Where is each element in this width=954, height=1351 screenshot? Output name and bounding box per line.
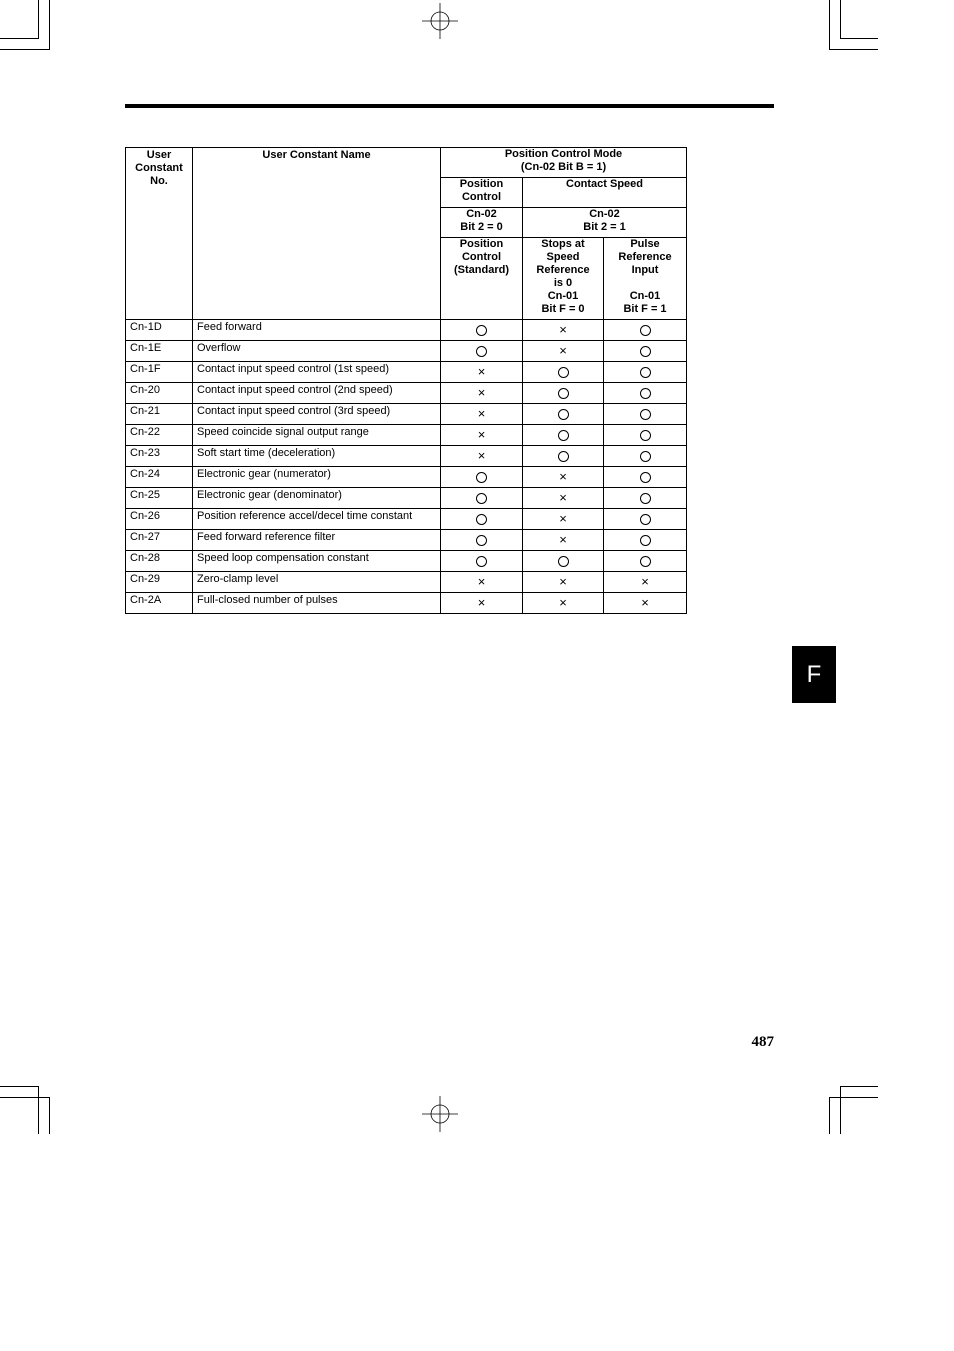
- table-row: [126, 425, 687, 446]
- header-pulse-reference-input: Pulse Reference Input Cn-01 Bit F = 1: [604, 238, 687, 320]
- availability-cell: [441, 551, 523, 572]
- availability-cell: [523, 425, 604, 446]
- availability-cell: [441, 593, 523, 614]
- circle-mark-icon: [476, 472, 487, 483]
- availability-cell: [441, 488, 523, 509]
- availability-cell: [441, 425, 523, 446]
- table-row: [126, 509, 687, 530]
- header-stops-at-speed-reference: Stops at Speed Reference is 0 Cn-01 Bit F = 0: [523, 238, 604, 320]
- registration-mark-icon: [420, 3, 460, 39]
- availability-cell: [604, 551, 687, 572]
- constant-name-cell: Electronic gear (numerator): [193, 467, 441, 488]
- availability-cell: [604, 488, 687, 509]
- cross-mark-icon: ×: [559, 595, 567, 611]
- cross-mark-icon: ×: [641, 574, 649, 590]
- crop-mark: [840, 0, 841, 39]
- constant-number-cell: Cn-28: [126, 551, 193, 572]
- circle-mark-icon: [640, 346, 651, 357]
- circle-mark-icon: [640, 325, 651, 336]
- availability-cell: [604, 467, 687, 488]
- crop-mark: [49, 1097, 50, 1134]
- availability-cell: [441, 341, 523, 362]
- availability-cell: [604, 572, 687, 593]
- availability-cell: [523, 509, 604, 530]
- circle-mark-icon: [476, 514, 487, 525]
- table-row: [126, 530, 687, 551]
- availability-cell: [523, 341, 604, 362]
- circle-mark-icon: [640, 388, 651, 399]
- availability-cell: [604, 425, 687, 446]
- cross-mark-icon: ×: [477, 385, 486, 401]
- circle-mark-icon: [558, 409, 569, 420]
- availability-cell: [604, 446, 687, 467]
- cross-mark-icon: ×: [559, 322, 567, 338]
- cross-mark-icon: ×: [559, 490, 567, 506]
- constant-name-cell: Feed forward reference filter: [193, 530, 441, 551]
- circle-mark-icon: [640, 409, 651, 420]
- circle-mark-icon: [476, 556, 487, 567]
- availability-cell: [523, 362, 604, 383]
- constant-name-cell: Contact input speed control (1st speed): [193, 362, 441, 383]
- availability-cell: [523, 320, 604, 341]
- circle-mark-icon: [558, 451, 569, 462]
- circle-mark-icon: [640, 367, 651, 378]
- crop-mark: [829, 0, 830, 50]
- availability-cell: [523, 572, 604, 593]
- availability-cell: [604, 383, 687, 404]
- cross-mark-icon: ×: [559, 532, 567, 548]
- header-cn02-bit2-1: Cn-02 Bit 2 = 1: [523, 208, 687, 238]
- availability-cell: [441, 509, 523, 530]
- availability-cell: [441, 446, 523, 467]
- availability-cell: [523, 404, 604, 425]
- availability-cell: [441, 404, 523, 425]
- availability-cell: [523, 446, 604, 467]
- cross-mark-icon: ×: [477, 364, 486, 380]
- availability-cell: [604, 509, 687, 530]
- section-tab: F: [792, 646, 836, 703]
- header-user-constant-no: User Constant No.: [126, 148, 193, 320]
- availability-cell: [523, 467, 604, 488]
- constant-name-cell: Contact input speed control (2nd speed): [193, 383, 441, 404]
- header-position-control: Position Control: [441, 178, 523, 208]
- circle-mark-icon: [640, 451, 651, 462]
- circle-mark-icon: [640, 472, 651, 483]
- cross-mark-icon: ×: [559, 511, 567, 527]
- cross-mark-icon: ×: [559, 574, 567, 590]
- availability-cell: [441, 320, 523, 341]
- availability-cell: [441, 572, 523, 593]
- cross-mark-icon: ×: [477, 406, 486, 422]
- table-row: [126, 446, 687, 467]
- constant-number-cell: Cn-20: [126, 383, 193, 404]
- constant-name-cell: Zero-clamp level: [193, 572, 441, 593]
- constant-number-cell: Cn-29: [126, 572, 193, 593]
- circle-mark-icon: [558, 367, 569, 378]
- availability-cell: [441, 383, 523, 404]
- constant-name-cell: Contact input speed control (3rd speed): [193, 404, 441, 425]
- circle-mark-icon: [558, 388, 569, 399]
- circle-mark-icon: [476, 346, 487, 357]
- crop-mark: [840, 1086, 878, 1087]
- table-row: [126, 593, 687, 614]
- crop-mark: [840, 38, 878, 39]
- cross-mark-icon: ×: [641, 595, 649, 611]
- crop-mark: [829, 1097, 830, 1134]
- availability-cell: [604, 593, 687, 614]
- circle-mark-icon: [558, 430, 569, 441]
- constant-number-cell: Cn-25: [126, 488, 193, 509]
- constant-number-cell: Cn-1D: [126, 320, 193, 341]
- circle-mark-icon: [476, 325, 487, 336]
- table-row: [126, 404, 687, 425]
- table-row: [126, 551, 687, 572]
- crop-mark: [829, 49, 878, 50]
- cross-mark-icon: ×: [477, 574, 486, 590]
- availability-cell: [441, 362, 523, 383]
- header-position-control-mode: Position Control Mode (Cn-02 Bit B = 1): [441, 148, 687, 178]
- availability-cell: [441, 467, 523, 488]
- constant-number-cell: Cn-24: [126, 467, 193, 488]
- constant-number-cell: Cn-21: [126, 404, 193, 425]
- constant-name-cell: Speed coincide signal output range: [193, 425, 441, 446]
- constant-name-cell: Speed loop compensation constant: [193, 551, 441, 572]
- constant-name-cell: Electronic gear (denominator): [193, 488, 441, 509]
- cross-mark-icon: ×: [477, 427, 486, 443]
- availability-cell: [523, 593, 604, 614]
- constant-name-cell: Overflow: [193, 341, 441, 362]
- availability-cell: [604, 404, 687, 425]
- circle-mark-icon: [640, 493, 651, 504]
- user-constant-table: [125, 147, 687, 614]
- circle-mark-icon: [640, 535, 651, 546]
- constant-name-cell: Feed forward: [193, 320, 441, 341]
- constant-name-cell: Soft start time (deceleration): [193, 446, 441, 467]
- circle-mark-icon: [476, 535, 487, 546]
- cross-mark-icon: ×: [477, 595, 486, 611]
- availability-cell: [523, 383, 604, 404]
- availability-cell: [523, 488, 604, 509]
- header-cn02-bit2-0: Cn-02 Bit 2 = 0: [441, 208, 523, 238]
- header-contact-speed: Contact Speed: [523, 178, 687, 208]
- constant-number-cell: Cn-1E: [126, 341, 193, 362]
- table-row: [126, 383, 687, 404]
- page-number: 487: [751, 1034, 774, 1050]
- cross-mark-icon: ×: [477, 448, 486, 464]
- circle-mark-icon: [640, 430, 651, 441]
- table-row: [126, 362, 687, 383]
- availability-cell: [604, 320, 687, 341]
- table-row: [126, 572, 687, 593]
- constant-number-cell: Cn-26: [126, 509, 193, 530]
- circle-mark-icon: [640, 556, 651, 567]
- table-row: [126, 320, 687, 341]
- crop-mark: [49, 0, 50, 50]
- crop-mark: [38, 0, 39, 39]
- constant-number-cell: Cn-27: [126, 530, 193, 551]
- circle-mark-icon: [640, 514, 651, 525]
- header-user-constant-name: User Constant Name: [193, 148, 441, 320]
- availability-cell: [523, 551, 604, 572]
- crop-mark: [0, 1097, 50, 1098]
- cross-mark-icon: ×: [559, 469, 567, 485]
- crop-mark: [829, 1097, 878, 1098]
- constant-number-cell: Cn-2A: [126, 593, 193, 614]
- constant-name-cell: Position reference accel/decel time constant: [193, 509, 441, 530]
- availability-cell: [523, 530, 604, 551]
- crop-mark: [0, 49, 50, 50]
- availability-cell: [604, 362, 687, 383]
- cross-mark-icon: ×: [559, 343, 567, 359]
- table-row: [126, 341, 687, 362]
- availability-cell: [604, 530, 687, 551]
- table-body: [126, 320, 687, 614]
- availability-cell: [441, 530, 523, 551]
- crop-mark: [840, 1086, 841, 1134]
- circle-mark-icon: [476, 493, 487, 504]
- registration-mark-icon: [420, 1096, 460, 1132]
- table-row: [126, 467, 687, 488]
- crop-mark: [0, 38, 39, 39]
- header-position-control-standard: Position Control (Standard): [441, 238, 523, 320]
- availability-cell: [604, 341, 687, 362]
- table-row: [126, 488, 687, 509]
- constant-name-cell: Full-closed number of pulses: [193, 593, 441, 614]
- crop-mark: [0, 1086, 39, 1087]
- constant-number-cell: Cn-22: [126, 425, 193, 446]
- header-rule: [125, 104, 774, 108]
- constant-number-cell: Cn-23: [126, 446, 193, 467]
- constant-number-cell: Cn-1F: [126, 362, 193, 383]
- crop-mark: [38, 1086, 39, 1134]
- circle-mark-icon: [558, 556, 569, 567]
